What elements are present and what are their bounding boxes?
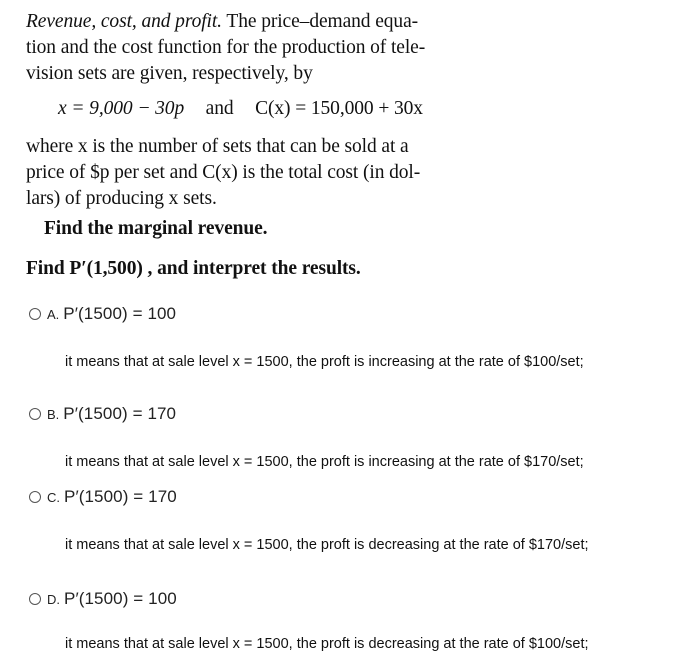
choice-formula: P′(1500) = 170: [63, 404, 177, 423]
radio-choice-d[interactable]: [29, 593, 41, 605]
choice-formula: P′(1500) = 100: [64, 589, 177, 608]
intro-line-3: vision sets are given, respectively, by: [26, 63, 313, 84]
choice-formula: P′(1500) = 100: [63, 304, 177, 323]
choice-letter: C.: [47, 489, 60, 505]
intro-line-1: The price–demand equa-: [226, 11, 419, 32]
equation-and: and: [205, 98, 234, 119]
choice-letter: B.: [47, 406, 60, 422]
where-paragraph: [26, 134, 486, 212]
choice-a-description: it means that at sale level x = 1500, the proft is increasing at the rate of $100/set;: [65, 354, 584, 370]
radio-choice-c[interactable]: [29, 491, 41, 503]
choice-a[interactable]: [29, 302, 176, 326]
where-line-2: price of $p per set and C(x) is the total cost (in dol-: [26, 162, 421, 183]
intro-paragraph: [26, 9, 486, 87]
choice-b-description: it means that at sale level x = 1500, the proft is increasing at the rate of $170/set;: [65, 454, 584, 470]
choice-b[interactable]: [29, 402, 176, 426]
choice-d-description: it means that at sale level x = 1500, the proft is decreasing at the rate of $100/set;: [65, 636, 589, 652]
where-line-3: lars) of producing x sets.: [26, 188, 217, 209]
cost-function-equation: C(x) = 150,000 + 30x: [255, 98, 423, 119]
problem-title: Revenue, cost, and profit.: [26, 11, 222, 32]
choice-letter: D.: [47, 591, 60, 607]
equation-line: [58, 96, 498, 122]
radio-choice-a[interactable]: [29, 308, 41, 320]
intro-line-2: tion and the cost function for the production of tele-: [26, 37, 426, 58]
choice-c[interactable]: [29, 485, 177, 509]
price-demand-equation: x = 9,000 − 30p: [58, 98, 185, 119]
choice-d[interactable]: [29, 587, 177, 611]
choice-letter: A.: [47, 306, 60, 322]
choice-c-description: it means that at sale level x = 1500, the proft is decreasing at the rate of $170/set;: [65, 537, 589, 553]
marginal-revenue-prompt: Find the marginal revenue.: [44, 218, 268, 239]
choice-formula: P′(1500) = 170: [64, 487, 177, 506]
where-line-1: where x is the number of sets that can be sold at a: [26, 136, 409, 157]
find-prompt: Find P′(1,500) , and interpret the results.: [26, 258, 361, 279]
radio-choice-b[interactable]: [29, 408, 41, 420]
